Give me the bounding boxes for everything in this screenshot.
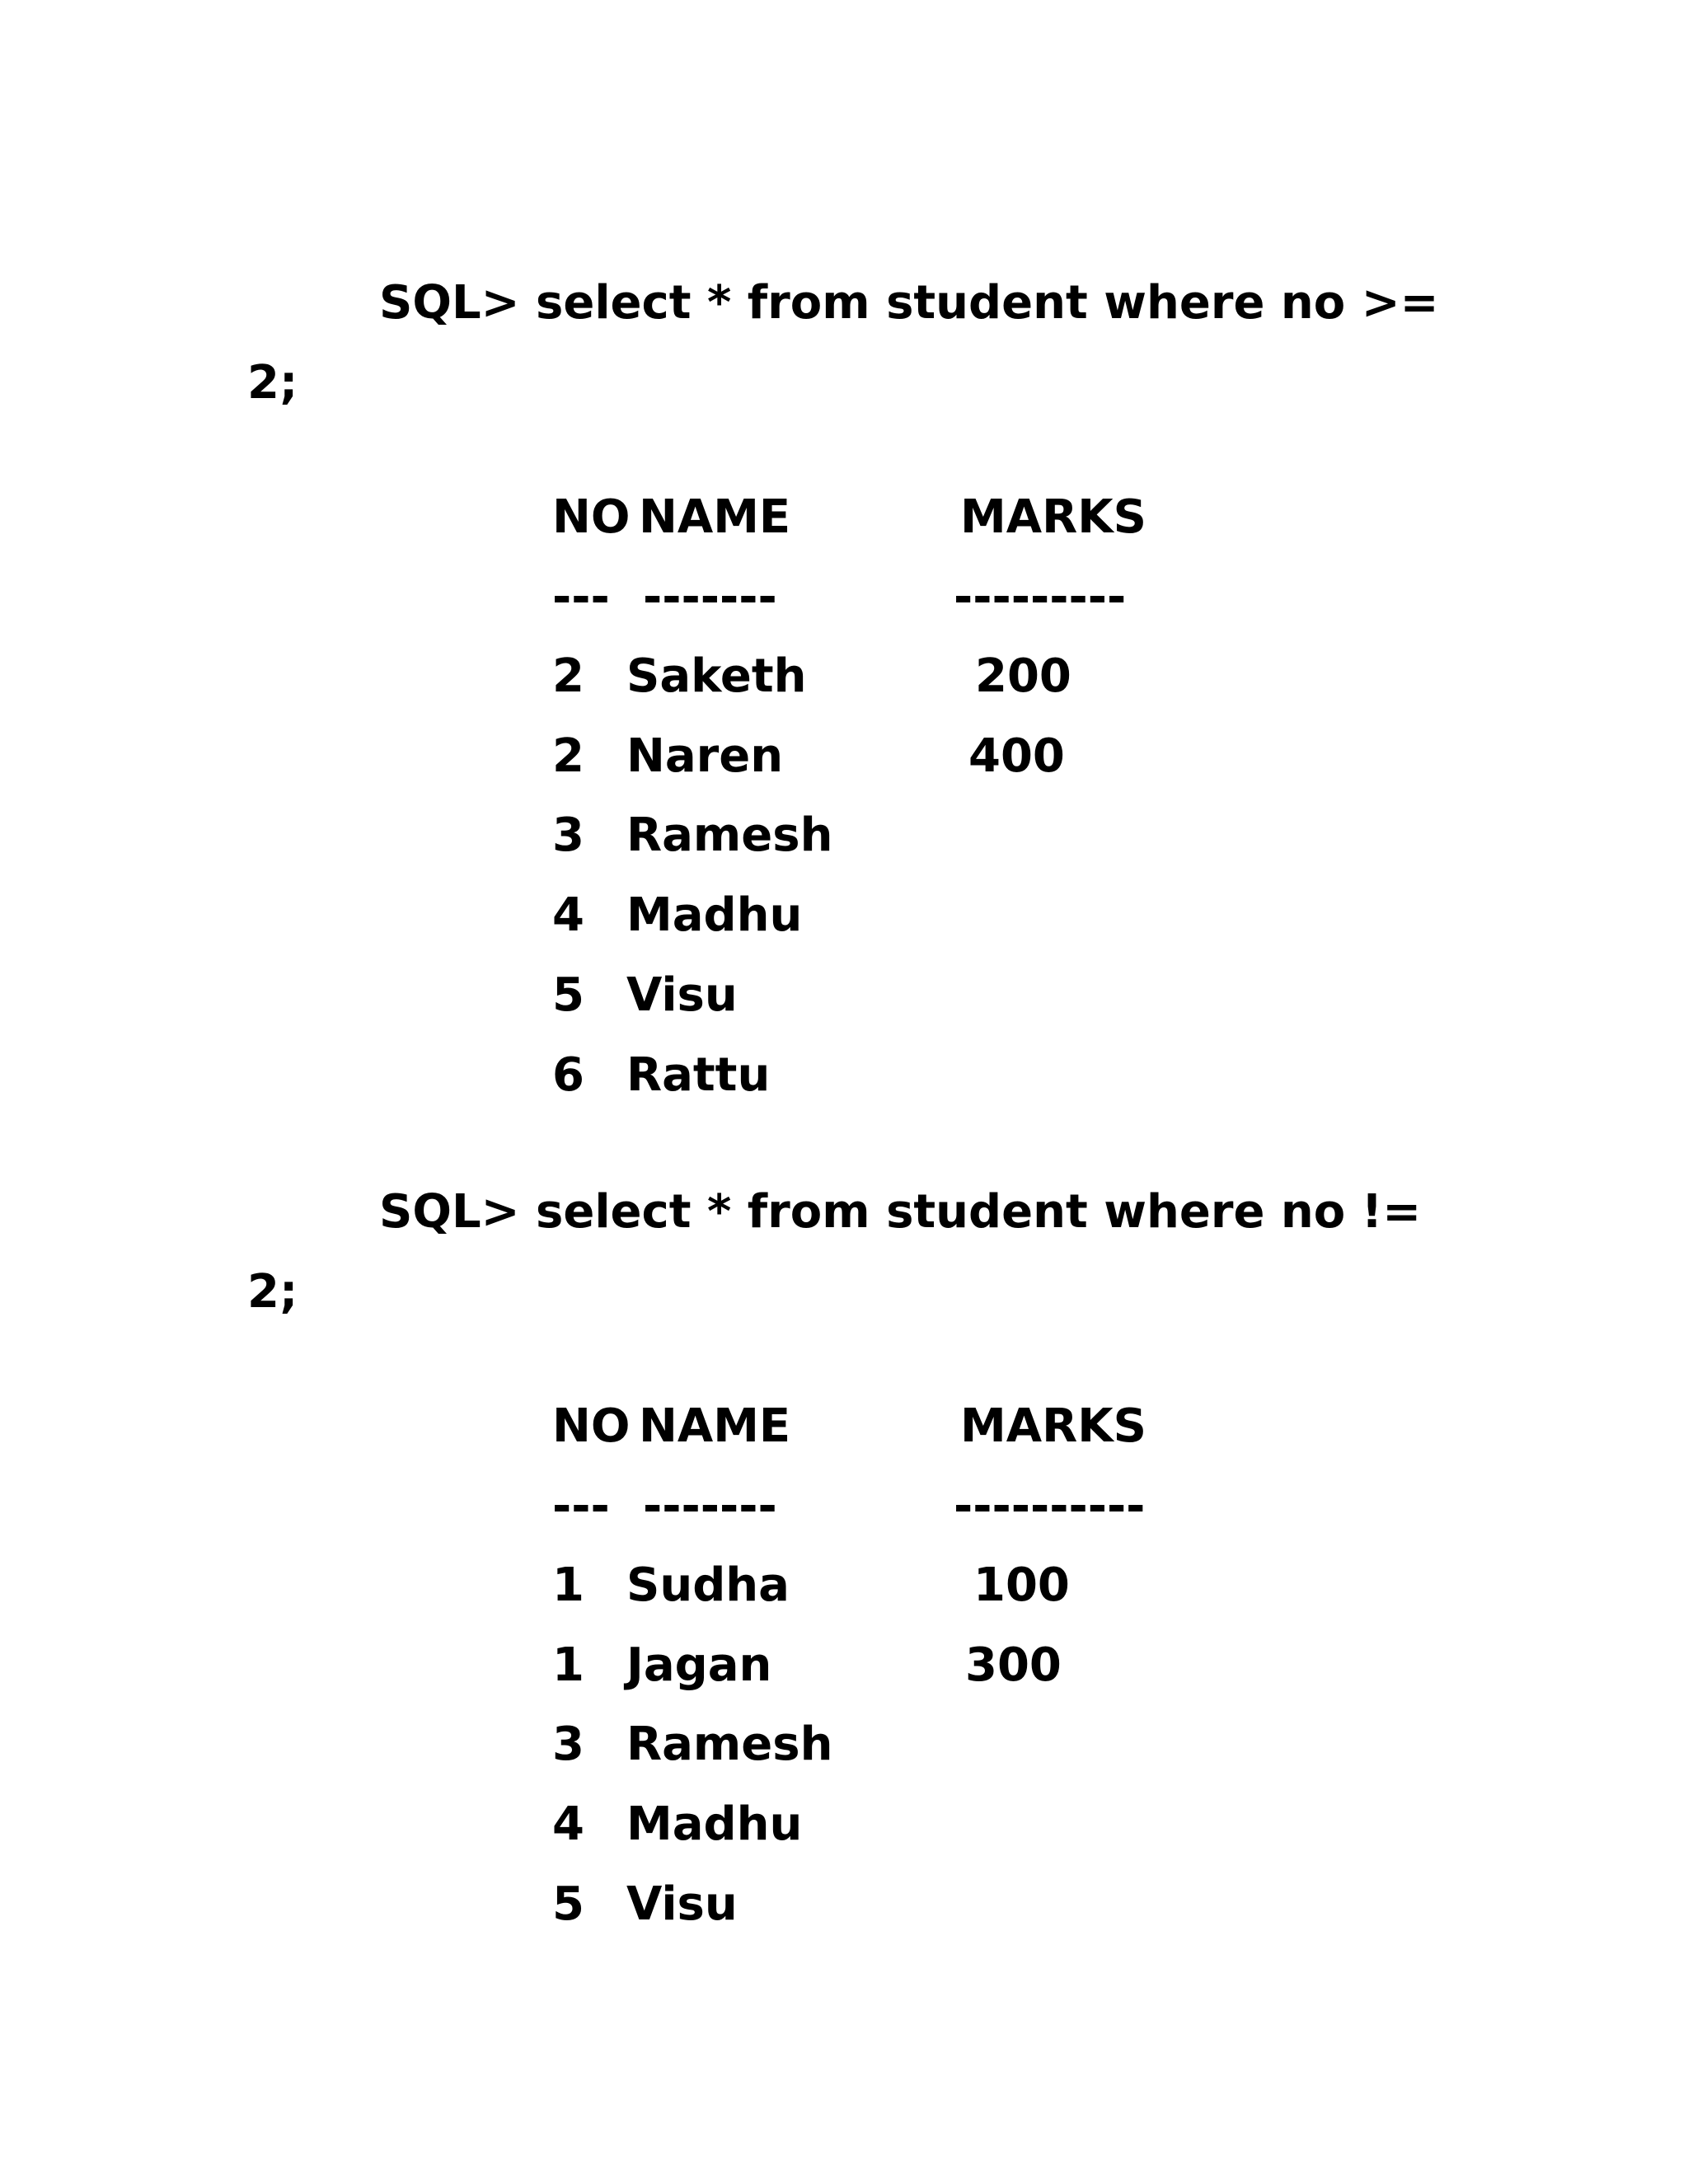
row-no: 4 xyxy=(552,888,584,942)
row-name: Visu xyxy=(626,1877,738,1931)
column-header-name: NAME xyxy=(639,490,791,544)
row-name: Naren xyxy=(626,729,784,783)
row-no: 1 xyxy=(552,1558,584,1612)
column-header-marks: MARKS xyxy=(960,1399,1146,1453)
row-no: 6 xyxy=(552,1048,584,1102)
row-no: 5 xyxy=(552,1877,584,1931)
row-name: Ramesh xyxy=(626,808,833,862)
row-no: 3 xyxy=(552,808,584,862)
sql-command-continuation: 2; xyxy=(247,1265,298,1319)
row-no: 2 xyxy=(552,649,584,703)
row-name: Ramesh xyxy=(626,1718,833,1771)
row-name: Madhu xyxy=(626,888,803,942)
row-no: 3 xyxy=(552,1718,584,1771)
row-name: Rattu xyxy=(626,1048,771,1102)
row-name: Jagan xyxy=(626,1638,772,1692)
column-header-name: NAME xyxy=(639,1399,791,1453)
row-no: 4 xyxy=(552,1797,584,1851)
row-no: 2 xyxy=(552,729,584,783)
row-marks: 200 xyxy=(975,649,1071,703)
row-no: 1 xyxy=(552,1638,584,1692)
row-marks: 400 xyxy=(968,729,1065,783)
sql-command-continuation: 2; xyxy=(247,356,298,410)
row-marks: 100 xyxy=(973,1558,1070,1612)
sql-command-line: SQL> select * from student where no >= xyxy=(379,276,1439,330)
row-no: 5 xyxy=(552,968,584,1022)
column-header-no: NO xyxy=(552,1399,631,1453)
column-header-marks: MARKS xyxy=(960,490,1146,544)
row-name: Madhu xyxy=(626,1797,803,1851)
separator-no: --- xyxy=(552,570,610,624)
row-name: Saketh xyxy=(626,649,807,703)
separator-marks: --------- xyxy=(954,570,1127,624)
column-header-no: NO xyxy=(552,490,631,544)
separator-no: --- xyxy=(552,1479,610,1533)
separator-marks: ---------- xyxy=(954,1479,1146,1533)
row-name: Sudha xyxy=(626,1558,790,1612)
separator-name: ------- xyxy=(643,1479,777,1533)
sql-command-line: SQL> select * from student where no != xyxy=(379,1185,1422,1239)
row-name: Visu xyxy=(626,968,738,1022)
separator-name: ------- xyxy=(643,570,777,624)
row-marks: 300 xyxy=(965,1638,1062,1692)
